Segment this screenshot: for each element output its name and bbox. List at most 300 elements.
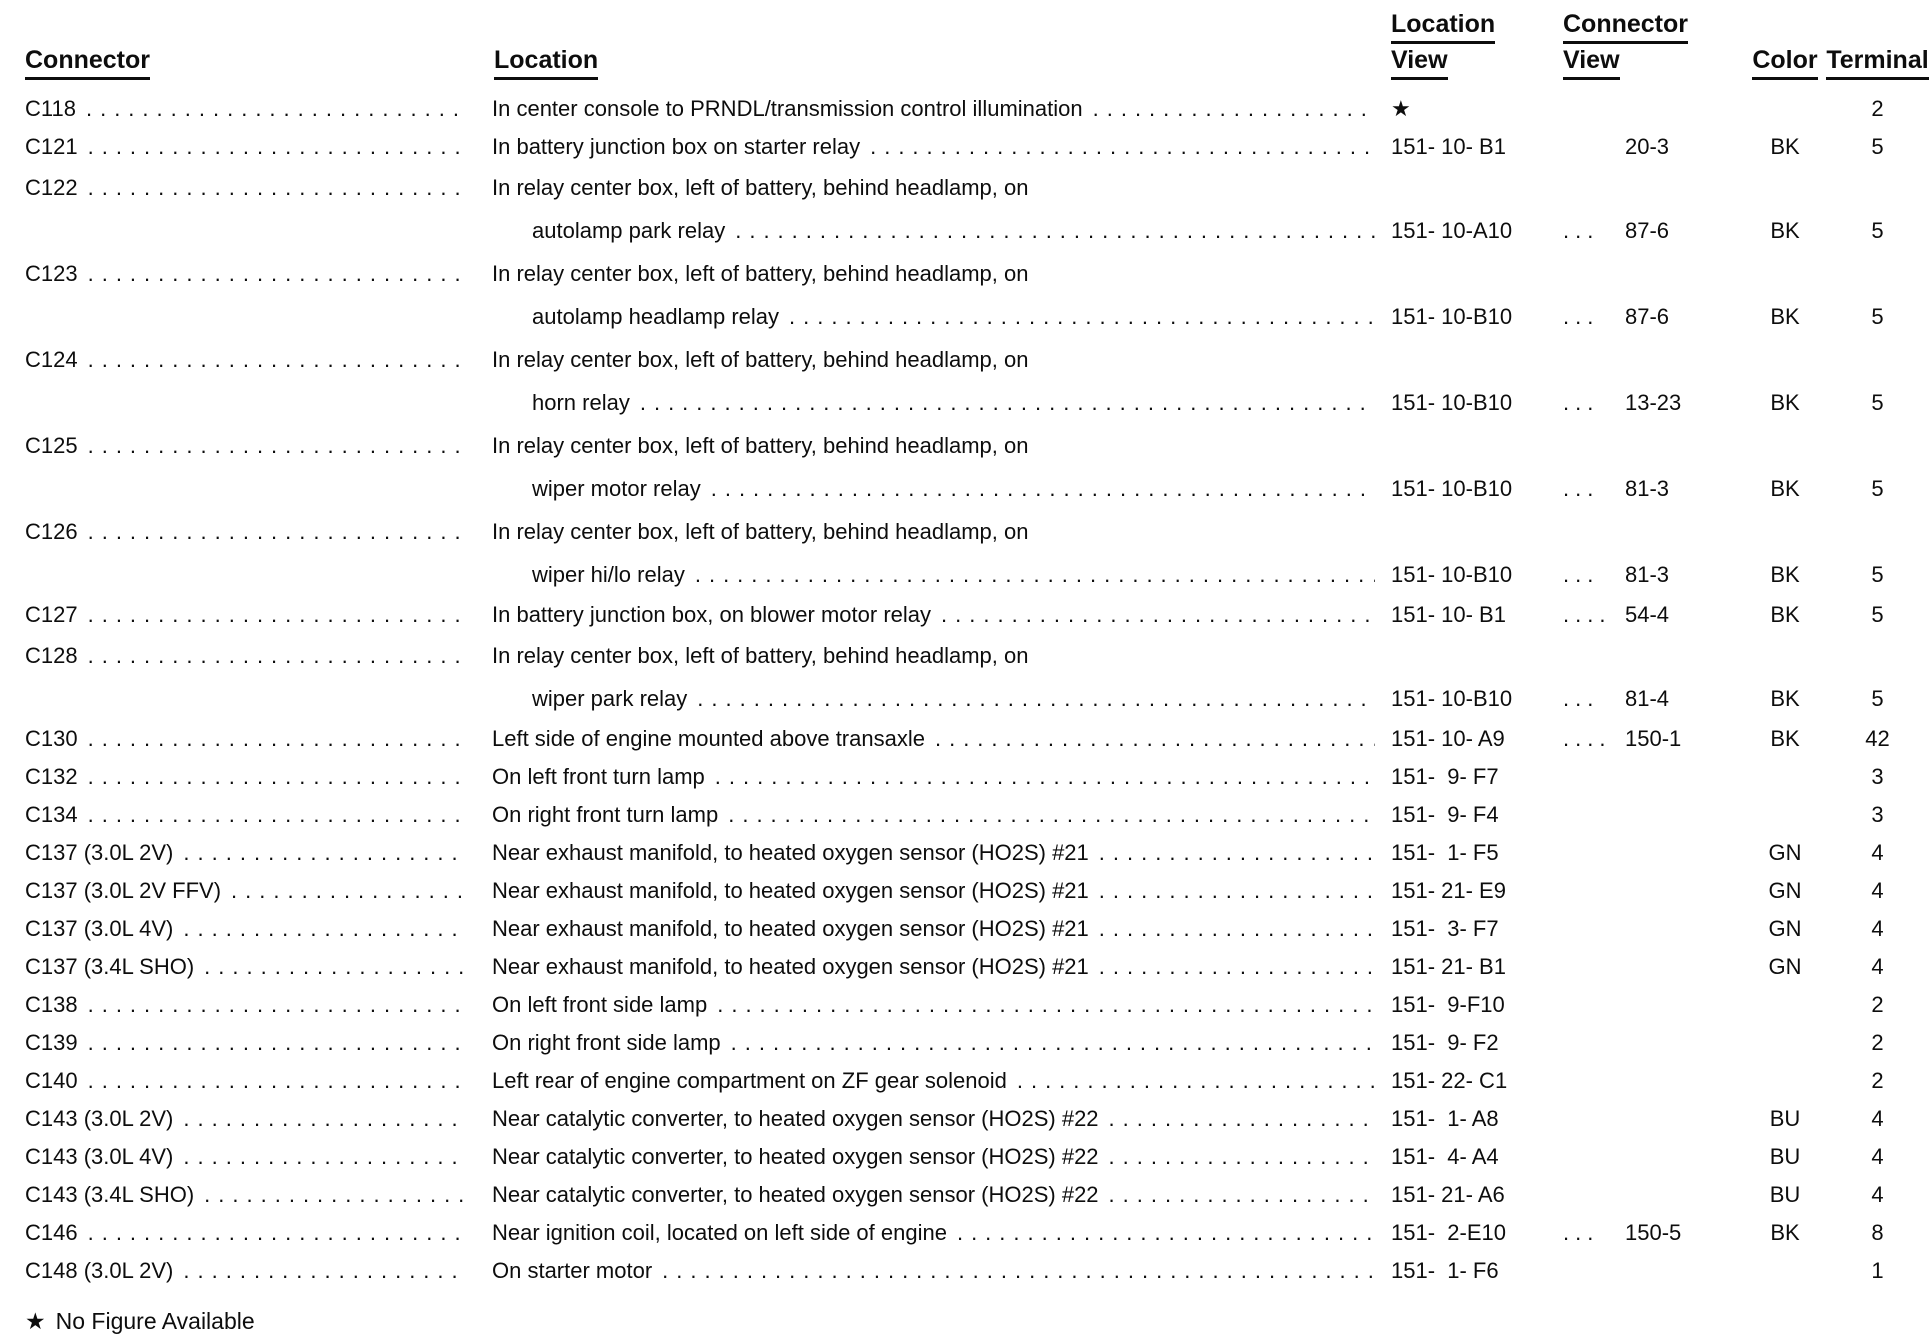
terminal-count: 5 bbox=[1871, 390, 1884, 415]
location-view-ref: 151- 1- F5 bbox=[1391, 840, 1499, 865]
location-cell bbox=[480, 1176, 1385, 1214]
dot-leader bbox=[88, 166, 466, 209]
header-color-label: Color bbox=[1752, 46, 1817, 80]
location-line-1 bbox=[492, 634, 1375, 677]
dot-leader bbox=[1017, 1062, 1375, 1100]
connector-color: GN bbox=[1768, 954, 1802, 979]
terminal-count: 4 bbox=[1871, 1144, 1884, 1169]
header-terminal-label: Terminal bbox=[1826, 46, 1928, 80]
connector-id: C146 bbox=[25, 1220, 78, 1245]
connector-view-ref: 87-6 bbox=[1625, 304, 1670, 329]
dot-leader bbox=[717, 986, 1375, 1024]
dot-leader bbox=[183, 834, 466, 872]
location-line-1 bbox=[492, 128, 1375, 166]
location-text: On left front turn lamp bbox=[492, 764, 705, 789]
connector-cell bbox=[0, 758, 480, 796]
connector-color: BK bbox=[1770, 1220, 1800, 1245]
connector-cell bbox=[0, 1138, 480, 1176]
location-cell bbox=[480, 796, 1385, 834]
terminal-count: 4 bbox=[1871, 916, 1884, 941]
dot-leader bbox=[231, 872, 466, 910]
location-view-ref: 151- 3- F7 bbox=[1391, 916, 1499, 941]
header-connector-view-line2: View bbox=[1563, 46, 1620, 80]
table-row bbox=[0, 634, 1930, 720]
connector-cell bbox=[0, 1252, 480, 1290]
location-line-1 bbox=[492, 424, 1375, 467]
table-row bbox=[0, 1024, 1930, 1062]
connector-cell bbox=[0, 634, 480, 677]
location-text: In relay center box, left of battery, behind headlamp, on bbox=[492, 175, 1029, 200]
location-text: Near exhaust manifold, to heated oxygen sensor (HO2S) #21 bbox=[492, 840, 1089, 865]
location-view-ref: 151- 10-B10 bbox=[1391, 390, 1513, 415]
connector-color: BK bbox=[1770, 134, 1800, 159]
connector-id: C121 bbox=[25, 134, 78, 159]
connector-id: C140 bbox=[25, 1068, 78, 1093]
dot-separator: ... bbox=[1563, 390, 1600, 415]
dot-leader bbox=[1099, 834, 1375, 872]
terminal-count: 2 bbox=[1871, 1068, 1884, 1093]
location-view-ref: 151- 2-E10 bbox=[1391, 1220, 1506, 1245]
dot-leader bbox=[711, 467, 1375, 510]
location-line-1 bbox=[492, 510, 1375, 553]
dot-leader bbox=[204, 948, 466, 986]
dot-separator: ... bbox=[1563, 686, 1600, 711]
location-cell bbox=[480, 1024, 1385, 1062]
terminal-count: 5 bbox=[1871, 476, 1884, 501]
dot-leader bbox=[789, 295, 1375, 338]
terminal-count: 5 bbox=[1871, 562, 1884, 587]
location-cell bbox=[480, 1252, 1385, 1290]
connector-view-ref: 20-3 bbox=[1625, 134, 1670, 159]
connector-cell bbox=[0, 90, 480, 128]
connector-cell bbox=[0, 338, 480, 381]
connector-view-ref: 13-23 bbox=[1625, 390, 1682, 415]
location-view-ref: 151- 9- F2 bbox=[1391, 1030, 1499, 1055]
connector-id: C134 bbox=[25, 802, 78, 827]
connector-color: GN bbox=[1768, 916, 1802, 941]
table-row bbox=[0, 252, 1930, 338]
dot-leader bbox=[1093, 90, 1375, 128]
connector-cell bbox=[0, 1100, 480, 1138]
dot-leader bbox=[1099, 948, 1375, 986]
location-cell bbox=[480, 166, 1385, 252]
location-view-ref: ★ bbox=[1391, 96, 1411, 121]
dot-leader bbox=[662, 1252, 1375, 1290]
connector-color: BK bbox=[1770, 562, 1800, 587]
connector-cell bbox=[0, 720, 480, 758]
connector-id: C143 (3.4L SHO) bbox=[25, 1182, 195, 1207]
location-cell bbox=[480, 1214, 1385, 1252]
location-view-ref: 151- 10-B10 bbox=[1391, 686, 1513, 711]
location-text: In battery junction box on starter relay bbox=[492, 134, 861, 159]
terminal-count: 4 bbox=[1871, 1182, 1884, 1207]
connector-cell bbox=[0, 1214, 480, 1252]
connector-view-cell bbox=[1555, 128, 1745, 166]
location-text-line2: wiper hi/lo relay bbox=[532, 562, 685, 587]
location-cell bbox=[480, 872, 1385, 910]
dot-leader bbox=[204, 1176, 466, 1214]
location-cell bbox=[480, 1138, 1385, 1176]
connector-cell bbox=[0, 510, 480, 553]
dot-leader bbox=[88, 510, 466, 553]
dot-separator: ... bbox=[1563, 1220, 1600, 1245]
location-text-line2: wiper park relay bbox=[532, 686, 688, 711]
location-line-1 bbox=[492, 90, 1375, 128]
location-text: On starter motor bbox=[492, 1258, 653, 1283]
location-cell bbox=[480, 596, 1385, 634]
location-view-ref: 151- 10-B10 bbox=[1391, 476, 1513, 501]
location-line-1 bbox=[492, 1062, 1375, 1100]
connector-view-cell bbox=[1555, 720, 1745, 758]
location-text: In relay center box, left of battery, behind headlamp, on bbox=[492, 261, 1029, 286]
connector-id: C128 bbox=[25, 643, 78, 668]
connector-table-body bbox=[0, 90, 1930, 1290]
no-figure-star-icon: ★ bbox=[25, 1308, 46, 1334]
connector-id: C137 (3.0L 2V FFV) bbox=[25, 878, 222, 903]
connector-view-ref: 81-4 bbox=[1625, 686, 1670, 711]
dot-leader bbox=[183, 1100, 466, 1138]
connector-id: C130 bbox=[25, 726, 78, 751]
connector-cell bbox=[0, 948, 480, 986]
dot-leader bbox=[731, 1024, 1375, 1062]
table-row bbox=[0, 720, 1930, 758]
dot-leader bbox=[1099, 910, 1375, 948]
table-row bbox=[0, 834, 1930, 872]
header-location-view-line2: View bbox=[1391, 46, 1448, 80]
location-line-2 bbox=[492, 381, 1375, 424]
location-view-ref: 151- 9-F10 bbox=[1391, 992, 1505, 1017]
connector-color: BK bbox=[1770, 304, 1800, 329]
location-line-2 bbox=[492, 467, 1375, 510]
location-line-1 bbox=[492, 872, 1375, 910]
connector-color: BU bbox=[1769, 1106, 1801, 1131]
table-row bbox=[0, 424, 1930, 510]
location-text: Near exhaust manifold, to heated oxygen sensor (HO2S) #21 bbox=[492, 878, 1089, 903]
header-location-view-line1: Location bbox=[1391, 10, 1495, 44]
header-color bbox=[1745, 46, 1825, 80]
connector-color: BK bbox=[1770, 218, 1800, 243]
location-text: In relay center box, left of battery, behind headlamp, on bbox=[492, 433, 1029, 458]
table-row bbox=[0, 1214, 1930, 1252]
location-cell bbox=[480, 252, 1385, 338]
connector-cell bbox=[0, 252, 480, 295]
dot-leader bbox=[1109, 1100, 1375, 1138]
terminal-count: 3 bbox=[1871, 802, 1884, 827]
dot-separator: ... bbox=[1563, 562, 1600, 587]
dot-separator: ... bbox=[1563, 476, 1600, 501]
location-text: In battery junction box, on blower motor relay bbox=[492, 602, 932, 627]
connector-id: C125 bbox=[25, 433, 78, 458]
location-text: Near catalytic converter, to heated oxygen sensor (HO2S) #22 bbox=[492, 1144, 1099, 1169]
connector-id: C137 (3.0L 4V) bbox=[25, 916, 174, 941]
location-text-line2: autolamp headlamp relay bbox=[532, 304, 780, 329]
dot-leader bbox=[88, 252, 466, 295]
dot-leader bbox=[695, 553, 1375, 596]
location-cell bbox=[480, 1062, 1385, 1100]
terminal-count: 5 bbox=[1871, 686, 1884, 711]
dot-leader bbox=[88, 1024, 466, 1062]
connector-cell bbox=[0, 872, 480, 910]
connector-view-ref: 87-6 bbox=[1625, 218, 1670, 243]
connector-view-cell bbox=[1555, 295, 1745, 338]
connector-view-ref: 150-5 bbox=[1625, 1220, 1682, 1245]
terminal-count: 5 bbox=[1871, 304, 1884, 329]
dot-leader bbox=[640, 381, 1375, 424]
location-line-1 bbox=[492, 796, 1375, 834]
connector-id: C148 (3.0L 2V) bbox=[25, 1258, 174, 1283]
connector-color: GN bbox=[1768, 878, 1802, 903]
connector-cell bbox=[0, 834, 480, 872]
location-text: On right front side lamp bbox=[492, 1030, 721, 1055]
location-text: In center console to PRNDL/transmission control illumination bbox=[492, 96, 1083, 121]
location-text: Near catalytic converter, to heated oxygen sensor (HO2S) #22 bbox=[492, 1106, 1099, 1131]
connector-id: C137 (3.0L 2V) bbox=[25, 840, 174, 865]
connector-view-cell bbox=[1555, 553, 1745, 596]
connector-id: C137 (3.4L SHO) bbox=[25, 954, 195, 979]
dot-leader bbox=[88, 720, 466, 758]
terminal-count: 3 bbox=[1871, 764, 1884, 789]
location-cell bbox=[480, 338, 1385, 424]
location-view-ref: 151- 1- F6 bbox=[1391, 1258, 1499, 1283]
terminal-count: 42 bbox=[1865, 726, 1890, 751]
connector-color: BK bbox=[1770, 476, 1800, 501]
connector-view-ref: 81-3 bbox=[1625, 562, 1670, 587]
connector-color: GN bbox=[1768, 840, 1802, 865]
footnote bbox=[0, 1290, 1930, 1336]
connector-cell bbox=[0, 796, 480, 834]
connector-color: BK bbox=[1770, 686, 1800, 711]
connector-id: C126 bbox=[25, 519, 78, 544]
location-line-1 bbox=[492, 986, 1375, 1024]
location-line-2 bbox=[492, 295, 1375, 338]
terminal-count: 5 bbox=[1871, 134, 1884, 159]
connector-id: C122 bbox=[25, 175, 78, 200]
dot-leader bbox=[88, 128, 466, 166]
dot-leader bbox=[1109, 1176, 1375, 1214]
location-text: In relay center box, left of battery, behind headlamp, on bbox=[492, 643, 1029, 668]
location-text: Left side of engine mounted above transaxle bbox=[492, 726, 925, 751]
connector-id: C132 bbox=[25, 764, 78, 789]
terminal-count: 2 bbox=[1871, 992, 1884, 1017]
location-line-1 bbox=[492, 1176, 1375, 1214]
dot-separator: .... bbox=[1563, 602, 1612, 627]
location-view-ref: 151- 10-B10 bbox=[1391, 562, 1513, 587]
table-row bbox=[0, 1100, 1930, 1138]
location-cell bbox=[480, 128, 1385, 166]
dot-leader bbox=[88, 796, 466, 834]
connector-id: C123 bbox=[25, 261, 78, 286]
table-row bbox=[0, 1176, 1930, 1214]
dot-separator: .... bbox=[1563, 726, 1612, 751]
table-row bbox=[0, 986, 1930, 1024]
connector-cell bbox=[0, 1024, 480, 1062]
table-row bbox=[0, 796, 1930, 834]
connector-view-cell bbox=[1555, 467, 1745, 510]
table-header-row bbox=[0, 10, 1930, 90]
connector-color: BK bbox=[1770, 390, 1800, 415]
location-cell bbox=[480, 1100, 1385, 1138]
header-terminal bbox=[1825, 46, 1930, 80]
dot-leader bbox=[183, 1138, 466, 1176]
dot-leader bbox=[697, 677, 1375, 720]
table-row bbox=[0, 128, 1930, 166]
connector-id: C138 bbox=[25, 992, 78, 1017]
dot-leader bbox=[183, 1252, 466, 1290]
dot-leader bbox=[86, 90, 466, 128]
connector-view-ref: 81-3 bbox=[1625, 476, 1670, 501]
location-text: On right front turn lamp bbox=[492, 802, 719, 827]
location-line-1 bbox=[492, 596, 1375, 634]
location-cell bbox=[480, 634, 1385, 720]
connector-color: BU bbox=[1769, 1182, 1801, 1207]
header-connector-view-line1: Connector bbox=[1563, 10, 1688, 44]
dot-leader bbox=[88, 634, 466, 677]
connector-cell bbox=[0, 424, 480, 467]
location-cell bbox=[480, 910, 1385, 948]
header-connector-view bbox=[1555, 10, 1745, 80]
terminal-count: 2 bbox=[1871, 1030, 1884, 1055]
table-row bbox=[0, 90, 1930, 128]
table-row bbox=[0, 166, 1930, 252]
location-cell bbox=[480, 986, 1385, 1024]
dot-leader bbox=[941, 596, 1375, 634]
dot-leader bbox=[728, 796, 1375, 834]
terminal-count: 8 bbox=[1871, 1220, 1884, 1245]
table-row bbox=[0, 1252, 1930, 1290]
location-view-ref: 151- 10- B1 bbox=[1391, 134, 1506, 159]
header-location bbox=[480, 46, 1385, 80]
terminal-count: 4 bbox=[1871, 840, 1884, 865]
terminal-count: 1 bbox=[1871, 1258, 1884, 1283]
connector-view-cell bbox=[1555, 1214, 1745, 1252]
terminal-count: 5 bbox=[1871, 602, 1884, 627]
location-text: Near ignition coil, located on left side of engine bbox=[492, 1220, 947, 1245]
location-cell bbox=[480, 510, 1385, 596]
connector-id: C139 bbox=[25, 1030, 78, 1055]
terminal-count: 4 bbox=[1871, 954, 1884, 979]
location-line-1 bbox=[492, 1214, 1375, 1252]
location-text: Near exhaust manifold, to heated oxygen sensor (HO2S) #21 bbox=[492, 916, 1089, 941]
location-view-ref: 151- 4- A4 bbox=[1391, 1144, 1499, 1169]
location-line-2 bbox=[492, 677, 1375, 720]
dot-leader bbox=[715, 758, 1375, 796]
location-view-ref: 151- 10- A9 bbox=[1391, 726, 1505, 751]
location-line-1 bbox=[492, 834, 1375, 872]
table-row bbox=[0, 758, 1930, 796]
header-connector bbox=[0, 46, 480, 80]
connector-cell bbox=[0, 1176, 480, 1214]
table-row bbox=[0, 1138, 1930, 1176]
location-text: Left rear of engine compartment on ZF gear solenoid bbox=[492, 1068, 1007, 1093]
location-view-ref: 151- 10-B10 bbox=[1391, 304, 1513, 329]
location-text: On left front side lamp bbox=[492, 992, 708, 1017]
location-text: Near catalytic converter, to heated oxygen sensor (HO2S) #22 bbox=[492, 1182, 1099, 1207]
table-row bbox=[0, 510, 1930, 596]
location-view-ref: 151- 22- C1 bbox=[1391, 1068, 1508, 1093]
dot-leader bbox=[88, 338, 466, 381]
connector-view-cell bbox=[1555, 596, 1745, 634]
location-view-ref: 151- 21- B1 bbox=[1391, 954, 1506, 979]
location-line-1 bbox=[492, 1024, 1375, 1062]
dot-leader bbox=[957, 1214, 1375, 1252]
location-view-ref: 151- 9- F7 bbox=[1391, 764, 1499, 789]
header-location-view bbox=[1385, 10, 1555, 80]
location-text: Near exhaust manifold, to heated oxygen sensor (HO2S) #21 bbox=[492, 954, 1089, 979]
location-line-1 bbox=[492, 758, 1375, 796]
location-text-line2: horn relay bbox=[532, 390, 630, 415]
terminal-count: 4 bbox=[1871, 878, 1884, 903]
location-view-ref: 151- 1- A8 bbox=[1391, 1106, 1499, 1131]
connector-cell bbox=[0, 1062, 480, 1100]
connector-id: C127 bbox=[25, 602, 78, 627]
connector-cell bbox=[0, 910, 480, 948]
location-line-1 bbox=[492, 338, 1375, 381]
location-cell bbox=[480, 424, 1385, 510]
table-row bbox=[0, 872, 1930, 910]
connector-id: C143 (3.0L 4V) bbox=[25, 1144, 174, 1169]
location-cell bbox=[480, 948, 1385, 986]
table-row bbox=[0, 338, 1930, 424]
connector-view-ref: 54-4 bbox=[1625, 602, 1670, 627]
terminal-count: 2 bbox=[1871, 96, 1884, 121]
dot-leader bbox=[1099, 872, 1375, 910]
header-location-label: Location bbox=[494, 46, 598, 80]
dot-leader bbox=[88, 986, 466, 1024]
connector-id: C143 (3.0L 2V) bbox=[25, 1106, 174, 1131]
connector-view-cell bbox=[1555, 381, 1745, 424]
connector-view-cell bbox=[1555, 677, 1745, 720]
location-view-ref: 151- 21- E9 bbox=[1391, 878, 1506, 903]
connector-cell bbox=[0, 128, 480, 166]
location-text: In relay center box, left of battery, behind headlamp, on bbox=[492, 347, 1029, 372]
dot-leader bbox=[88, 758, 466, 796]
location-cell bbox=[480, 758, 1385, 796]
dot-separator: ... bbox=[1563, 218, 1600, 243]
dot-leader bbox=[183, 910, 466, 948]
table-row bbox=[0, 1062, 1930, 1100]
location-cell bbox=[480, 834, 1385, 872]
dot-leader bbox=[870, 128, 1375, 166]
table-row bbox=[0, 910, 1930, 948]
connector-color: BK bbox=[1770, 602, 1800, 627]
location-cell bbox=[480, 90, 1385, 128]
table-row bbox=[0, 948, 1930, 986]
location-line-1 bbox=[492, 1100, 1375, 1138]
connector-cell bbox=[0, 986, 480, 1024]
connector-id: C124 bbox=[25, 347, 78, 372]
dot-leader bbox=[88, 1062, 466, 1100]
location-line-1 bbox=[492, 948, 1375, 986]
dot-leader bbox=[88, 596, 466, 634]
dot-leader bbox=[935, 720, 1375, 758]
location-line-2 bbox=[492, 209, 1375, 252]
location-line-2 bbox=[492, 553, 1375, 596]
dot-leader bbox=[88, 424, 466, 467]
dot-leader bbox=[735, 209, 1375, 252]
location-view-ref: 151- 10- B1 bbox=[1391, 602, 1506, 627]
connector-color: BU bbox=[1769, 1144, 1801, 1169]
connector-view-ref: 150-1 bbox=[1625, 726, 1682, 751]
connector-id: C118 bbox=[25, 96, 76, 121]
location-cell bbox=[480, 720, 1385, 758]
location-line-1 bbox=[492, 166, 1375, 209]
terminal-count: 4 bbox=[1871, 1106, 1884, 1131]
location-text: In relay center box, left of battery, behind headlamp, on bbox=[492, 519, 1029, 544]
location-line-1 bbox=[492, 252, 1375, 295]
location-line-1 bbox=[492, 1138, 1375, 1176]
connector-view-cell bbox=[1555, 209, 1745, 252]
location-view-ref: 151- 9- F4 bbox=[1391, 802, 1499, 827]
